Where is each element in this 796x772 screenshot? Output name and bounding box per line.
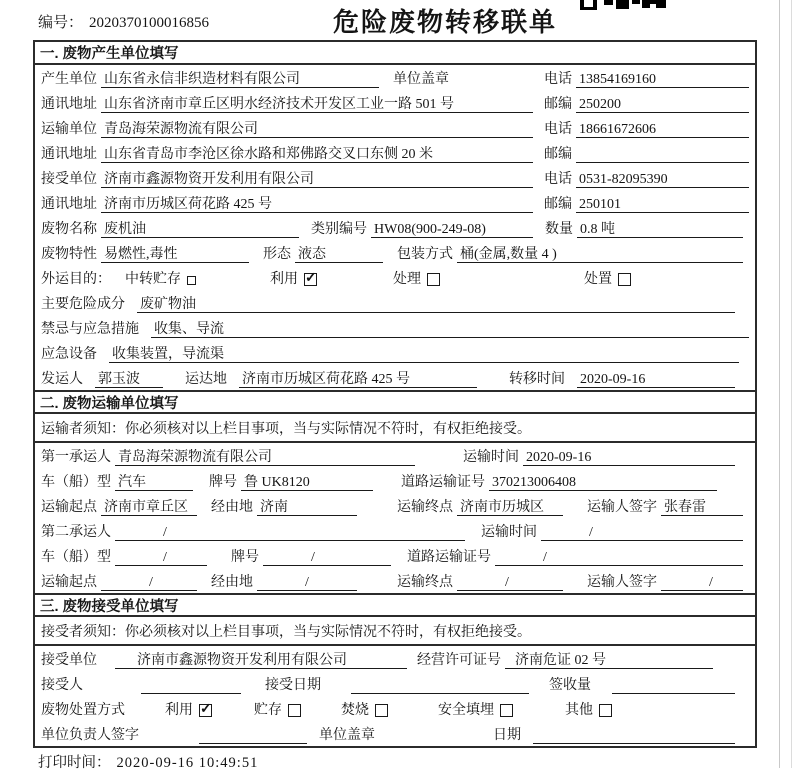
taboo-measures-label: 禁忌与应急措施 (41, 322, 139, 337)
transport-end-value: 济南市历城区 (457, 499, 563, 516)
dispose-checkbox[interactable] (618, 273, 631, 286)
head-signature-row (35, 721, 755, 746)
receiver-unit-value: 济南市鑫源物资开发利用有限公司 (101, 171, 533, 188)
producer-zip-value: 250200 (576, 96, 749, 113)
via2-value: / (257, 574, 357, 591)
head-signature-value (199, 727, 307, 744)
package-value: 桶(金属,数量 4 ) (457, 246, 743, 263)
document-number-value: 2020370100016856 (89, 15, 210, 31)
transport-origin-value: 济南市章丘区 (101, 499, 197, 516)
dispose-label: 处置 (584, 272, 612, 287)
road-permit-label: 道路运输证号 (407, 550, 491, 565)
package-label: 包装方式 (397, 247, 453, 262)
disposal-option (341, 702, 388, 719)
receiver-address-row (35, 190, 755, 215)
producer-address-row (35, 90, 755, 115)
waste-trait-value: 易燃性,毒性 (101, 246, 249, 263)
print-time (38, 751, 258, 772)
transporter-zip-value (576, 146, 749, 163)
purpose-option (270, 271, 317, 288)
transport-origin-label: 运输起点 (41, 575, 97, 590)
via-label: 经由地 (211, 575, 253, 590)
vehicle-type-value: 汽车 (115, 474, 193, 491)
transport-time-value: 2020-09-16 (523, 449, 735, 466)
producer-unit-row (35, 65, 755, 90)
first-carrier-value: 青岛海荣源物流有限公司 (115, 449, 415, 466)
receiver-unit-label: 接受单位 (41, 172, 97, 187)
disposal-storage-checkbox[interactable] (288, 704, 301, 717)
second-carrier-row (35, 518, 755, 543)
received-quantity-label: 签收量 (549, 678, 591, 693)
transport-origin-label: 运输起点 (41, 500, 97, 515)
quantity-value: 0.8 吨 (577, 221, 743, 238)
transit-storage-checkbox[interactable] (187, 276, 196, 285)
destination-label: 运达地 (185, 372, 227, 387)
taboo-measures-row (35, 315, 755, 340)
section3-header: 三. 废物接受单位填写 (35, 593, 755, 617)
acceptor-label: 接受人 (41, 678, 83, 693)
producer-unit-label: 产生单位 (41, 72, 97, 87)
plate-number-label: 牌号 (209, 475, 237, 490)
shipper-value: 郭玉波 (95, 371, 163, 388)
phone-label: 电话 (544, 172, 572, 187)
category-code-label: 类别编号 (311, 222, 367, 237)
acceptor-row (35, 671, 755, 696)
transporter-unit-row (35, 115, 755, 140)
transporter-notice: 运输者须知：你必须核对以上栏目事项，当与实际情况不符时，有权拒绝接受。 (35, 414, 755, 443)
second-carrier-label: 第二承运人 (41, 525, 111, 540)
category-code-value: HW08(900-249-08) (371, 221, 533, 238)
transporter-unit-value: 青岛海荣源物流有限公司 (101, 121, 533, 138)
disposal-storage-label: 贮存 (254, 703, 282, 718)
disposal-other-label: 其他 (565, 703, 593, 718)
operating-license-label: 经营许可证号 (417, 653, 501, 668)
shipper-row (35, 365, 755, 390)
route2-row (35, 568, 755, 593)
unit-seal-label: 单位盖章 (319, 728, 375, 743)
utilize-label: 利用 (270, 272, 298, 287)
acceptor-value (141, 677, 241, 694)
address-label: 通讯地址 (41, 197, 97, 212)
vehicle-type2-value: / (115, 549, 207, 566)
unit-seal-label: 单位盖章 (393, 72, 449, 87)
transport-time-label: 运输时间 (463, 450, 519, 465)
disposal-option (254, 702, 301, 719)
zip-label: 邮编 (544, 197, 572, 212)
disposal-option (438, 702, 513, 719)
hazard-component-row (35, 290, 755, 315)
transfer-date-label: 转移时间 (509, 372, 565, 387)
disposal-method-label: 废物处置方式 (41, 703, 125, 718)
emergency-equipment-label: 应急设备 (41, 347, 97, 362)
qr-code-fragment-icon (580, 0, 670, 11)
emergency-equipment-value: 收集装置，导流渠 (109, 346, 739, 363)
receiver-notice: 接受者须知：你必须核对以上栏目事项，当与实际情况不符时，有权拒绝接受。 (35, 617, 755, 646)
phone-label: 电话 (544, 72, 572, 87)
received-quantity-value (612, 677, 735, 694)
carrier-signature-label: 运输人签字 (587, 500, 657, 515)
purpose-option (125, 271, 196, 288)
transporter-address-value: 山东省青岛市李沧区徐水路和郑佛路交叉口东侧 20 米 (101, 146, 533, 163)
disposal-other-checkbox[interactable] (599, 704, 612, 717)
plate-number-label: 牌号 (231, 550, 259, 565)
producer-unit-value: 山东省永信非织造材料有限公司 (101, 71, 379, 88)
plate-number2-value: / (263, 549, 391, 566)
document-number-label: 编号： (38, 15, 84, 31)
road-permit-label: 道路运输证号 (401, 475, 485, 490)
disposal-incinerate-checkbox[interactable] (375, 704, 388, 717)
print-time-value: 2020-09-16 10:49:51 (116, 755, 259, 771)
producer-address-value: 山东省济南市章丘区明水经济技术开发区工业一路 501 号 (101, 96, 533, 113)
producer-phone-value: 13854169160 (576, 71, 749, 88)
disposal-utilize-label: 利用 (165, 703, 193, 718)
via-value: 济南 (257, 499, 357, 516)
receiver-zip-value: 250101 (576, 196, 749, 213)
vehicle-type-label: 车（船）型 (41, 475, 111, 490)
accept-unit-label: 接受单位 (41, 653, 97, 668)
section1-header: 一. 废物产生单位填写 (35, 42, 755, 65)
transfer-manifest-form (33, 40, 757, 748)
first-carrier-label: 第一承运人 (41, 450, 111, 465)
treat-checkbox[interactable] (427, 273, 440, 286)
vehicle1-row (35, 468, 755, 493)
transporter-address-row (35, 140, 755, 165)
transit-storage-label: 中转贮存 (125, 272, 181, 287)
accept-date-label: 接受日期 (265, 678, 321, 693)
transfer-purpose-label: 外运目的： (41, 272, 111, 287)
print-time-label: 打印时间： (38, 755, 111, 771)
receiver-unit-row (35, 165, 755, 190)
waste-name-value: 废机油 (101, 221, 299, 238)
transfer-date-value: 2020-09-16 (577, 371, 735, 388)
transport-end2-value: / (457, 574, 563, 591)
second-carrier-value: / (115, 524, 465, 541)
purpose-option (584, 271, 631, 288)
disposal-incinerate-label: 焚烧 (341, 703, 369, 718)
waste-name-row (35, 215, 755, 240)
form-value: 液态 (295, 246, 383, 263)
scan-edge-line (791, 0, 792, 768)
waste-trait-row (35, 240, 755, 265)
operating-license-value: 济南危证 02 号 (505, 652, 713, 669)
hazard-component-label: 主要危险成分 (41, 297, 125, 312)
transporter-unit-label: 运输单位 (41, 122, 97, 137)
waste-name-label: 废物名称 (41, 222, 97, 237)
receiver-phone-value: 0531-82095390 (576, 171, 749, 188)
transport-end-label: 运输终点 (397, 500, 453, 515)
disposal-landfill-label: 安全填埋 (438, 703, 494, 718)
phone-label: 电话 (544, 122, 572, 137)
carrier-signature2-value: / (661, 574, 743, 591)
form-label: 形态 (263, 247, 291, 262)
date-label: 日期 (493, 728, 521, 743)
emergency-equipment-row (35, 340, 755, 365)
disposal-option (165, 702, 212, 719)
route1-row (35, 493, 755, 518)
destination-value: 济南市历城区荷花路 425 号 (239, 371, 477, 388)
head-signature-label: 单位负责人签字 (41, 728, 139, 743)
receiver-address-value: 济南市历城区荷花路 425 号 (101, 196, 533, 213)
taboo-measures-value: 收集、导流 (151, 321, 749, 338)
treat-label: 处理 (393, 272, 421, 287)
document-number (38, 11, 209, 32)
carrier-signature-value: 张春雷 (661, 499, 743, 516)
transport-time-label: 运输时间 (481, 525, 537, 540)
accept-unit-row (35, 646, 755, 671)
purpose-option (393, 271, 440, 288)
hazard-component-value: 废矿物油 (137, 296, 735, 313)
quantity-label: 数量 (545, 222, 573, 237)
section2-header: 二. 废物运输单位填写 (35, 390, 755, 414)
road-permit2-value: / (495, 549, 743, 566)
shipper-label: 发运人 (41, 372, 83, 387)
disposal-landfill-checkbox[interactable] (500, 704, 513, 717)
scan-edge-line (779, 0, 780, 768)
zip-label: 邮编 (544, 97, 572, 112)
accept-date-value (351, 677, 529, 694)
address-label: 通讯地址 (41, 97, 97, 112)
transfer-purpose-row (35, 265, 755, 290)
disposal-utilize-checkbox[interactable] (199, 704, 212, 717)
plate-number-value: 鲁 UK8120 (241, 474, 373, 491)
via-label: 经由地 (211, 500, 253, 515)
transport-time2-value: / (541, 524, 743, 541)
page-title: 危险废物转移联单 (332, 7, 558, 37)
accept-unit-value: 济南市鑫源物资开发利用有限公司 (115, 652, 407, 669)
transport-end-label: 运输终点 (397, 575, 453, 590)
address-label: 通讯地址 (41, 147, 97, 162)
date-value (533, 727, 735, 744)
vehicle2-row (35, 543, 755, 568)
waste-trait-label: 废物特性 (41, 247, 97, 262)
zip-label: 邮编 (544, 147, 572, 162)
transporter-phone-value: 18661672606 (576, 121, 749, 138)
carrier-signature-label: 运输人签字 (587, 575, 657, 590)
road-permit-value: 370213006408 (489, 474, 717, 491)
disposal-option (565, 702, 612, 719)
disposal-method-row (35, 696, 755, 721)
transport-origin2-value: / (101, 574, 197, 591)
vehicle-type-label: 车（船）型 (41, 550, 111, 565)
first-carrier-row (35, 443, 755, 468)
utilize-checkbox[interactable] (304, 273, 317, 286)
